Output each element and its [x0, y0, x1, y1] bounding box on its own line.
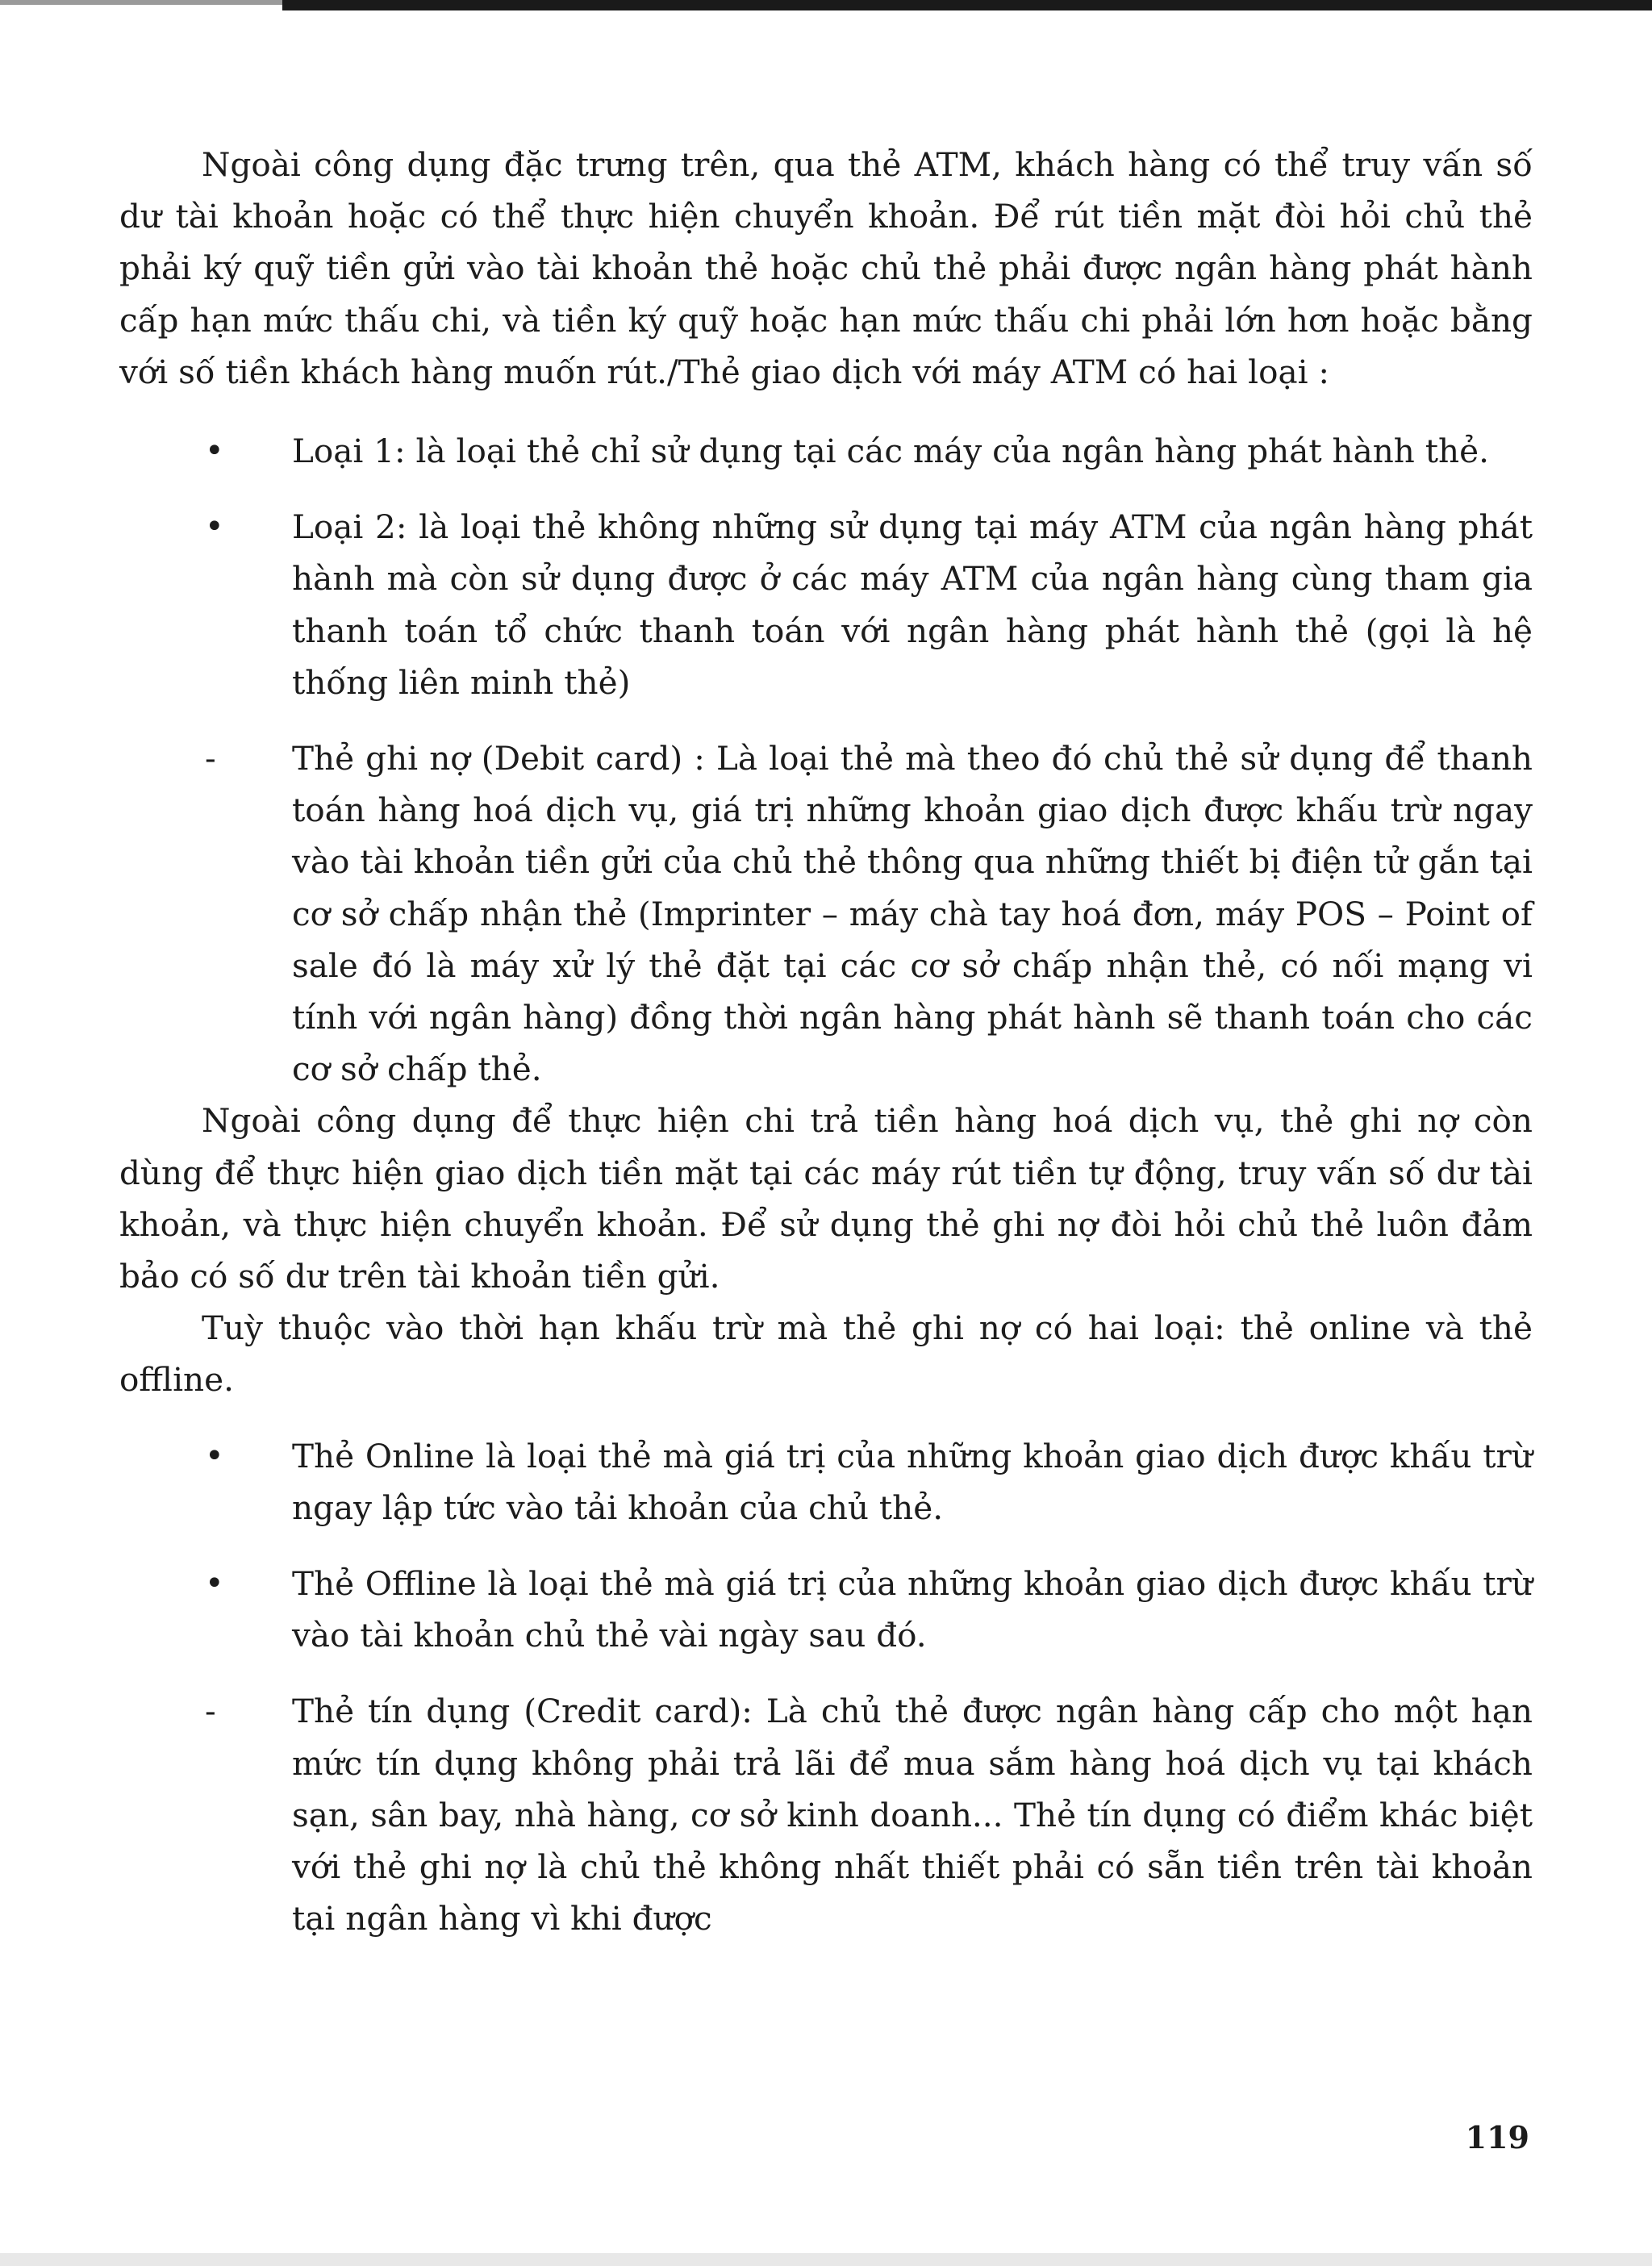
list-item-text: Thẻ Offline là loại thẻ mà giá trị của những khoản giao dịch được khấu trừ vào tài khoản chủ thẻ vài ngày sau đó.	[292, 1564, 1533, 1655]
list-item-text: Loại 2: là loại thẻ không những sử dụng tại máy ATM của ngân hàng phát hành mà còn sử dụng được ở các máy ATM của ngân hàng cùng tham gia thanh toán tổ chức thanh toán với ngân hàng phát hành thẻ (gọi là hệ thống liên minh thẻ)	[292, 507, 1533, 702]
top-rule	[282, 0, 1652, 10]
bullet-marker: •	[205, 1565, 224, 1603]
dash-marker: -	[205, 739, 216, 778]
page-number: 119	[1465, 2119, 1529, 2155]
list-item-text: Thẻ Online là loại thẻ mà giá trị của những khoản giao dịch được khấu trừ ngay lập tức vào tải khoản của chủ thẻ.	[292, 1436, 1533, 1527]
bullet-marker: •	[205, 508, 224, 546]
list-item-type-2	[119, 501, 1533, 708]
scan-edge	[0, 0, 282, 5]
page-body	[119, 139, 1533, 1945]
paragraph-atm-usage: Ngoài công dụng đặc trưng trên, qua thẻ ATM, khách hàng có thể truy vấn số dư tài khoản hoặc có thể thực hiện chuyển khoản. Để rút tiền mặt đòi hỏi chủ thẻ phải ký quỹ tiền gửi vào tài khoản thẻ hoặc chủ thẻ phải được ngân hàng phát hành cấp hạn mức thấu chi, và tiền ký quỹ hoặc hạn mức thấu chi phải lớn hơn hoặc bằng với số tiền khách hàng muốn rút./Thẻ giao dịch với máy ATM có hai loại :	[119, 145, 1533, 391]
list-item-offline	[119, 1558, 1533, 1661]
dash-marker: -	[205, 1692, 216, 1731]
scan-bottom-edge	[0, 2253, 1652, 2266]
list-item-text: Thẻ ghi nợ (Debit card) : Là loại thẻ mà theo đó chủ thẻ sử dụng để thanh toán hàng hoá dịch vụ, giá trị những khoản giao dịch được khấu trừ ngay vào tài khoản tiền gửi của chủ thẻ thông qua những thiết bị điện tử gắn tại cơ sở chấp nhận thẻ (Imprinter – máy chà tay hoá đơn, máy POS – Point of sale đó là máy xử lý thẻ đặt tại các cơ sở chấp nhận thẻ, có nối mạng vi tính với ngân hàng) đồng thời ngân hàng phát hành sẽ thanh toán cho các cơ sở chấp thẻ.	[292, 739, 1533, 1089]
list-item-text: Thẻ tín dụng (Credit card): Là chủ thẻ được ngân hàng cấp cho một hạn mức tín dụng không phải trả lãi để mua sắm hàng hoá dịch vụ tại khách sạn, sân bay, nhà hàng, cơ sở kinh doanh... Thẻ tín dụng có điểm khác biệt với thẻ ghi nợ là chủ thẻ không nhất thiết phải có sẵn tiền trên tài khoản tại ngân hàng vì khi được	[292, 1692, 1533, 1938]
list-item-type-1	[119, 425, 1533, 477]
list-item-debit-card	[119, 732, 1533, 1095]
bullet-marker: •	[205, 432, 224, 470]
list-item-credit-card	[119, 1685, 1533, 1944]
list-item-online	[119, 1430, 1533, 1534]
paragraph-debit-usage: Ngoài công dụng để thực hiện chi trả tiền hàng hoá dịch vụ, thẻ ghi nợ còn dùng để thực hiện giao dịch tiền mặt tại các máy rút tiền tự động, truy vấn số dư tài khoản, và thực hiện chuyển khoản. Để sử dụng thẻ ghi nợ đòi hỏi chủ thẻ luôn đảm bảo có số dư trên tài khoản tiền gửi.	[119, 1101, 1533, 1296]
paragraph-debit-types: Tuỳ thuộc vào thời hạn khấu trừ mà thẻ ghi nợ có hai loại: thẻ online và thẻ offline.	[119, 1308, 1533, 1400]
bullet-marker: •	[205, 1437, 224, 1475]
list-item-text: Loại 1: là loại thẻ chỉ sử dụng tại các máy của ngân hàng phát hành thẻ.	[292, 432, 1489, 471]
